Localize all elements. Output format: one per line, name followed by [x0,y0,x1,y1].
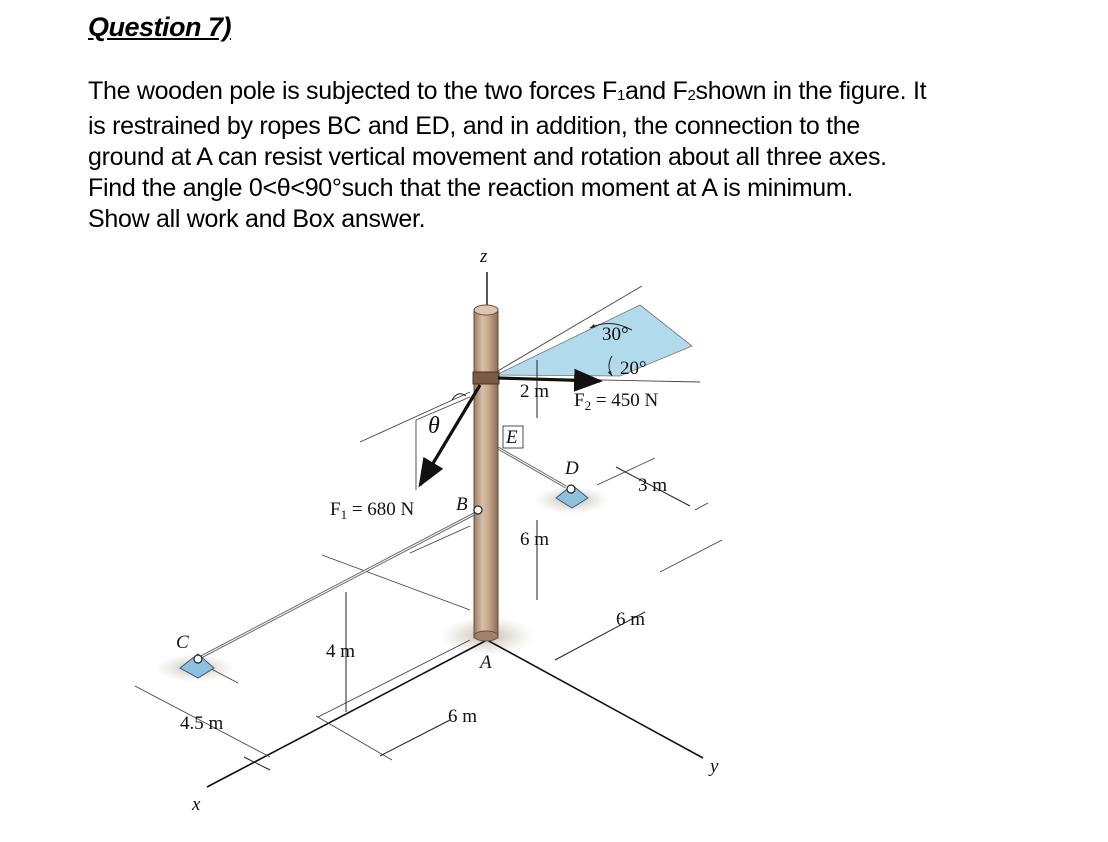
axis-label-z: z [480,246,488,267]
label-point-a: A [480,652,492,673]
pole-collar [473,372,499,384]
label-point-e: E [506,427,518,448]
label-point-c: C [176,632,189,653]
x-axis-line [207,640,487,787]
f2-angle-plane [496,305,692,376]
dim-6m-vertical: 6 m [520,529,550,550]
axis-label-x: x [192,794,201,815]
wooden-pole [474,310,498,638]
dim-3m: 3 m [638,475,668,496]
pole-top [474,305,498,315]
label-point-d: D [565,458,579,479]
label-f2: $F_2 = 450$ N [574,390,659,413]
label-point-b: B [456,494,468,515]
label-angle-30: 30° [602,324,629,345]
question-line-5: Show all work and Box answer. [88,205,426,233]
question-line-4: Find the angle 0<θ<90°such that the reaction moment at A is minimum. [88,174,854,202]
label-f1: $F_1 = 680$ N [330,499,415,522]
question-line-2: is restrained by ropes BC and ED, and in addition, the connection to the [88,112,860,140]
dim-4m: 4 m [326,641,356,662]
question-title: Question 7) [88,12,232,42]
point-b-ring [474,506,482,514]
label-angle-20: 20° [620,358,647,379]
label-theta: θ [428,413,440,439]
pole-bottom [474,631,498,641]
dim-6m-right: 6 m [616,609,646,630]
dim-6m-bottom: 6 m [448,706,478,727]
question-line-3: ground at A can resist vertical movement and rotation about all three axes. [88,143,887,171]
y-axis-line [487,640,703,758]
dim-2m: 2 m [520,381,550,402]
question-line-1: The wooden pole is subjected to the two forces F1and F2shown in the figure. It [88,77,927,105]
dim-4-5m: 4.5 m [180,713,224,734]
axis-label-y: y [710,756,719,777]
